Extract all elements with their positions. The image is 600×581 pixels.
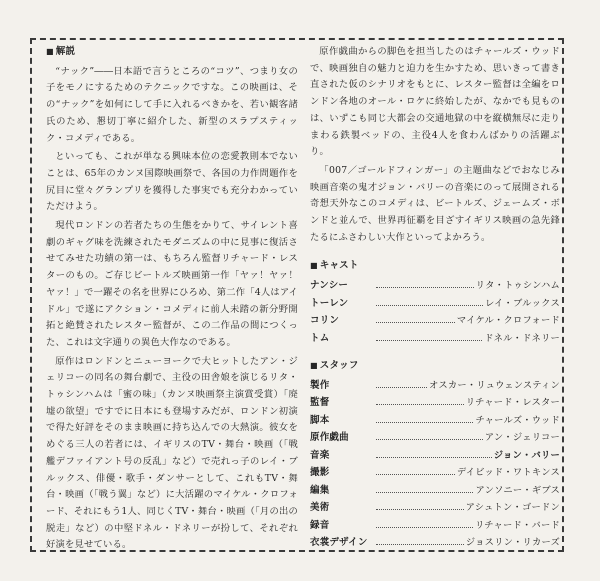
staff-row: [310, 483, 560, 501]
staff-role: 撮影: [310, 467, 330, 479]
commentary-column: [46, 44, 298, 556]
leader-dots: [376, 439, 483, 440]
leader-dots: [376, 457, 492, 458]
staff-role: 録音: [310, 519, 330, 531]
staff-row: [310, 448, 560, 466]
staff-row: [310, 430, 560, 448]
cast-role: コリン: [310, 315, 340, 327]
cast-row: [310, 278, 560, 296]
staff-row: [310, 413, 560, 431]
cast-person: レイ・ブルックス: [484, 297, 560, 309]
staff-person: アシュトン・ゴードン: [465, 502, 560, 514]
leader-dots: [376, 387, 427, 388]
leader-dots: [376, 492, 473, 493]
commentary-heading: ■ 解説: [46, 44, 298, 61]
staff-person: オスカー・リュウェンスティン: [428, 379, 560, 391]
staff-role: 監督: [310, 397, 330, 409]
cast-role: ナンシー: [310, 280, 349, 292]
cast-person: リタ・トゥシンハム: [475, 280, 560, 292]
staff-person: デイビッド・ワトキンス: [456, 467, 560, 479]
staff-heading: ■ スタッフ: [310, 358, 560, 375]
leader-dots: [376, 474, 455, 475]
commentary-paragraph: “ナック”――日本語で言うところの“コツ”、つまり女の子をモノにするためのテクニックですな。この映画は、その“ナック”を如何にして手に入れるべきかを、若い観客諸氏のため、懇切丁寧に紹介した、新型のスラプスティック・コメディである。: [46, 65, 298, 144]
staff-row: [310, 378, 560, 396]
leader-dots: [376, 544, 464, 545]
commentary-paragraph: 現代ロンドンの若者たちの生態をかりて、サイレント喜劇のギャグ味を洗練されたモダニズムの中に見事に復活させてみせた功績の第一は、もちろん監督リチャード・レスターのもの。ご存じビートルズ映画第一作「ヤァ！ヤァ！ヤァ！」で一躍その名を世界にひろめ、第二作「4人はアイドル」で遂にアクション・コメディに前人未踏の新分野開拓と絶賛されたレスター監督が、この二作品の間につくった、これは文字通りの異色大作なのである。: [46, 220, 298, 348]
cast-role: トーレン: [310, 297, 349, 309]
leader-dots: [376, 527, 473, 528]
commentary-paragraph: 「007／ゴールドフィンガー」の主題曲などでおなじみ映画音楽の鬼才ジョン・バリーの音楽にのって展開される奇想天外なこのコメディは、ビートルズ、ジェームズ・ボンドと並んで、世界再征覇を目ざすイギリス映画の急先鋒たるにふさわしい大作といってよかろう。: [310, 164, 560, 243]
commentary-paragraph: 原作はロンドンとニューヨークで大ヒットしたアン・ジェリコーの同名の舞台劇で、主役の田舎娘を演じるリタ・トゥシンハムは「蜜の味」（カンヌ映画祭主演賞受賞）「廃墟の欲望」ですでに日本にも登場すみだが、ロンドン初演で得た好評をそのまま映画に持ち込んでの大熱演。彼女をめぐる三人の若者には、イギリスのTV・舞台・映画（「戦艦デファイアント号の反乱」など）で売れっ子のレイ・ブルックス、俳優・歌手・ダンサーとして、これもTV・舞台・映画（「戦う翼」など）に大活躍のマイケル・クロフォード、それにもう1人、同じくTV・舞台・映画（「月の出の脱走」など）の中堅ドネル・ドネリーが扮して、それぞれ好演を見せている。: [46, 355, 298, 551]
cast-person: ドネル・ドネリー: [484, 332, 560, 344]
staff-role: 原作戯曲: [310, 432, 349, 444]
staff-role: 製作: [310, 379, 330, 391]
staff-role: 脚本: [310, 414, 330, 426]
leader-dots: [376, 287, 474, 288]
staff-person: ジョン・バリー: [493, 449, 560, 461]
staff-row: [310, 465, 560, 483]
leader-dots: [376, 322, 455, 323]
cast-row: [310, 331, 560, 349]
staff-row: [310, 500, 560, 518]
staff-list: [310, 378, 560, 553]
commentary-paragraph: 原作戯曲からの脚色を担当したのはチャールズ・ウッドで、映画独自の魅力と迫力を生かすため、思いきって書き直された仮のシナリオをもとに、レスター監督は全編をロンドン各地のオール・ロケに終始したが、なかでも見ものは、いずこも同じ大都会の交通地獄の中を縦横無尽に走りまわる鉄製ベッドの、主役4人を食わんばかりの活躍ぶり。: [310, 46, 560, 158]
cast-role: トム: [310, 332, 330, 344]
leader-dots: [376, 340, 482, 341]
staff-role: 編集: [310, 484, 330, 496]
staff-person: ジョスリン・リカーズ: [465, 537, 560, 549]
cast-row: [310, 296, 560, 314]
commentary-paragraph: といっても、これが単なる興味本位の恋愛教則本でないことは、65年のカンヌ国際映画祭で、各国の力作問題作を尻目に堂々グランプリを獲得した事実でも充分わかっていただけよう。: [46, 151, 298, 213]
staff-person: チャールズ・ウッド: [475, 414, 560, 426]
staff-person: リチャード・バード: [474, 519, 560, 531]
leader-dots: [376, 404, 464, 405]
cast-person: マイケル・クロフォード: [456, 315, 560, 327]
staff-person: アンソニー・ギブス: [475, 484, 560, 496]
staff-role: 美術: [310, 502, 330, 514]
staff-row: [310, 518, 560, 536]
staff-role: 衣裳デザイン: [310, 537, 368, 549]
leader-dots: [376, 305, 483, 306]
staff-row: [310, 395, 560, 413]
cast-list: [310, 278, 560, 348]
staff-person: アン・ジェリコー: [484, 432, 560, 444]
leader-dots: [376, 422, 473, 423]
staff-role: 音楽: [310, 449, 330, 461]
staff-person: リチャード・レスター: [465, 397, 560, 409]
cast-heading: ■ キャスト: [310, 258, 560, 275]
cast-row: [310, 313, 560, 331]
leader-dots: [376, 509, 464, 510]
staff-row: [310, 535, 560, 553]
right-column: [310, 44, 560, 553]
